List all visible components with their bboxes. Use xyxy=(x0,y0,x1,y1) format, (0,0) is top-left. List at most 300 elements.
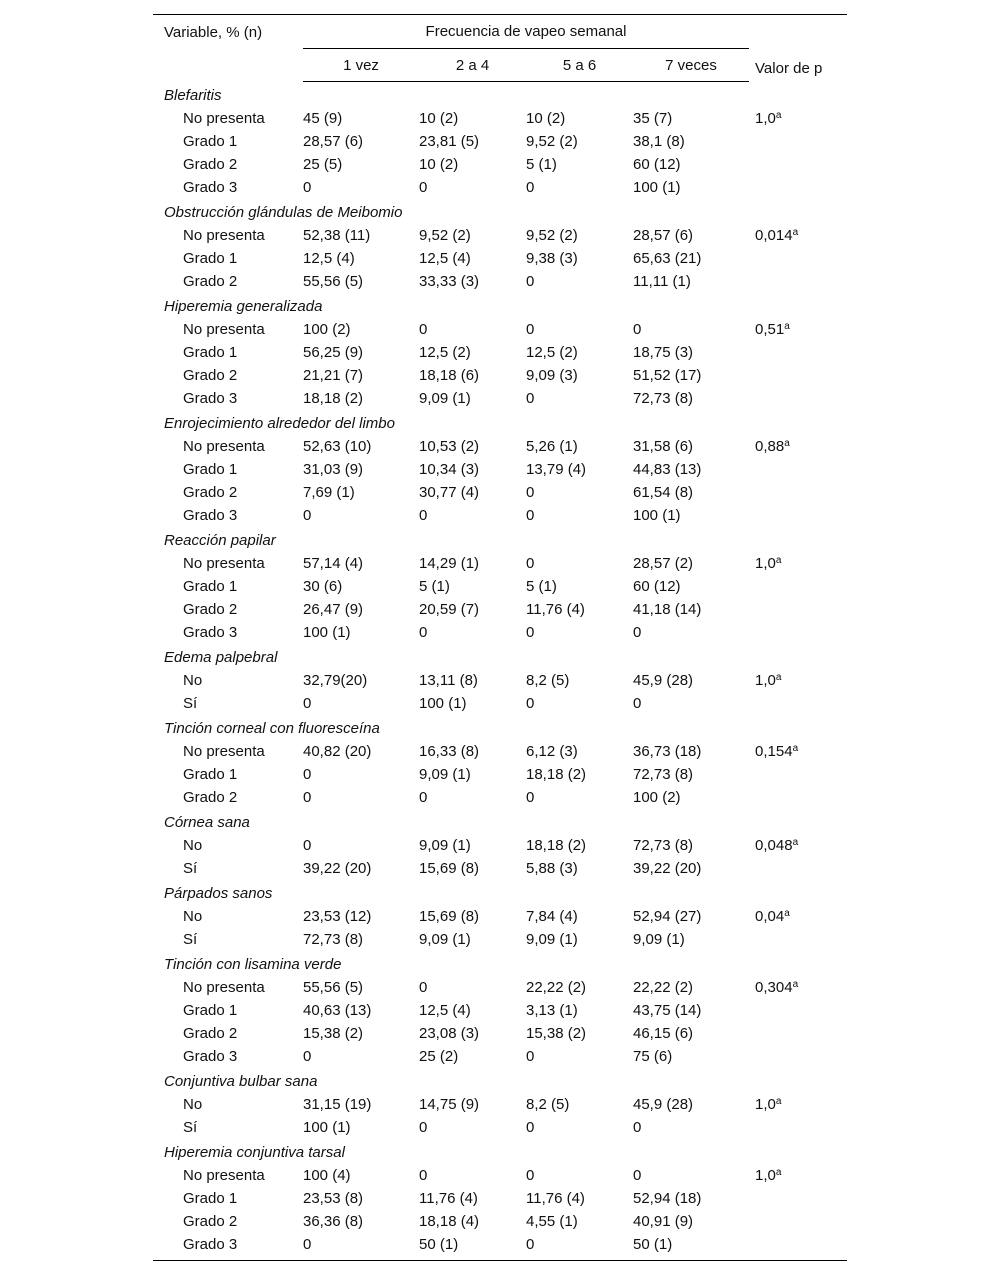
variable-header: Variable, % (n) xyxy=(153,15,303,82)
table-row xyxy=(153,999,847,1022)
table-cell: 0 xyxy=(419,179,428,196)
pvalue-cell xyxy=(749,364,847,387)
table-cell: 36,73 (18) xyxy=(633,743,702,760)
table-cell: 0 xyxy=(526,624,535,641)
table-row xyxy=(153,318,847,341)
table-cell: 50 (1) xyxy=(633,1233,749,1261)
col-header: 5 a 6 xyxy=(526,49,633,82)
pvalue-cell xyxy=(749,692,847,715)
pvalue-cell xyxy=(749,435,847,458)
pvalue-cell xyxy=(749,1022,847,1045)
table-row xyxy=(153,1093,847,1116)
table-cell: 100 (1) xyxy=(633,507,681,524)
table-cell: 45,9 (28) xyxy=(633,672,694,689)
pvalue-cell xyxy=(749,763,847,786)
row-label: Grado 3 xyxy=(183,1048,238,1065)
table-cell: 0 xyxy=(526,1167,535,1184)
table-cell: 23,08 (3) xyxy=(419,1025,480,1042)
table-cell: 72,73 (8) xyxy=(633,837,694,854)
table-cell: 0 xyxy=(303,695,312,712)
table-row xyxy=(153,552,847,575)
footnote-marker: a xyxy=(775,555,782,566)
table-row xyxy=(153,364,847,387)
footnote-marker: a xyxy=(792,743,799,754)
group-row xyxy=(153,199,847,224)
table-cell: 28,57 (6) xyxy=(633,227,694,244)
footnote-marker: a xyxy=(784,908,790,919)
table-cell: 0 xyxy=(526,484,535,501)
table-cell: 0 xyxy=(419,789,428,806)
table-cell: 0 xyxy=(303,1048,312,1065)
row-label: No presenta xyxy=(183,321,265,338)
table-cell: 41,18 (14) xyxy=(633,601,702,618)
pvalue-cell xyxy=(749,1187,847,1210)
pvalue-cell xyxy=(749,270,847,293)
pvalue-cell xyxy=(749,504,847,527)
table-cell: 22,22 (2) xyxy=(526,979,587,996)
table-cell: 23,53 (12) xyxy=(303,908,372,925)
table-cell: 0 xyxy=(633,1167,642,1184)
table-cell: 21,21 (7) xyxy=(303,367,364,384)
row-label: Grado 2 xyxy=(183,601,238,618)
table-cell: 61,54 (8) xyxy=(633,484,694,501)
table-cell: 45,9 (28) xyxy=(633,1096,694,1113)
row-label: Grado 1 xyxy=(183,766,238,783)
table-cell: 31,15 (19) xyxy=(303,1096,372,1113)
table-cell: 0 xyxy=(303,1233,419,1261)
table-cell: 46,15 (6) xyxy=(633,1025,694,1042)
pvalue-cell xyxy=(749,176,847,199)
table-cell: 56,25 (9) xyxy=(303,344,364,361)
table-row xyxy=(153,857,847,880)
footnote-marker: a xyxy=(784,438,790,449)
table-cell: 8,2 (5) xyxy=(526,672,570,689)
table-cell: 75 (6) xyxy=(633,1048,673,1065)
table-cell: 9,09 (1) xyxy=(419,837,471,854)
pvalue-text: 0,304 xyxy=(755,979,793,996)
table-row xyxy=(153,1164,847,1187)
table-row xyxy=(153,481,847,504)
group-title: Conjuntiva bulbar sana xyxy=(164,1073,318,1090)
table-cell: 14,75 (9) xyxy=(419,1096,480,1113)
pvalue-cell xyxy=(749,575,847,598)
table-cell: 0 xyxy=(419,321,428,338)
table-cell: 30,77 (4) xyxy=(419,484,480,501)
pvalue-text: 0,154 xyxy=(755,743,793,760)
group-title: Obstrucción glándulas de Meibomio xyxy=(164,204,403,221)
row-label: Grado 1 xyxy=(183,133,238,150)
table-row xyxy=(153,621,847,644)
table-row xyxy=(153,740,847,763)
table-cell: 44,83 (13) xyxy=(633,461,702,478)
group-title: Hiperemia generalizada xyxy=(164,298,323,315)
table-cell: 15,69 (8) xyxy=(419,908,480,925)
pvalue-cell xyxy=(749,1093,847,1116)
footnote-marker: a xyxy=(792,227,799,238)
table-cell: 72,73 (8) xyxy=(633,766,694,783)
table-cell: 100 (1) xyxy=(419,695,467,712)
group-title: Reacción papilar xyxy=(164,532,276,549)
row-label: Grado 3 xyxy=(183,390,238,407)
group-title: Enrojecimiento alrededor del limbo xyxy=(164,415,395,432)
pvalue-cell xyxy=(749,552,847,575)
table-cell: 0 xyxy=(419,1167,428,1184)
table-cell: 0 xyxy=(526,507,535,524)
table-row xyxy=(153,504,847,527)
table-cell: 100 (1) xyxy=(303,624,351,641)
pvalue-cell xyxy=(749,107,847,130)
table-cell: 55,56 (5) xyxy=(303,979,364,996)
group-title: Hiperemia conjuntiva tarsal xyxy=(164,1144,345,1161)
group-title: Párpados sanos xyxy=(164,885,273,902)
group-row xyxy=(153,82,847,108)
table-cell: 0 xyxy=(526,695,535,712)
table-cell: 23,53 (8) xyxy=(303,1190,364,1207)
row-label: Sí xyxy=(183,695,198,712)
row-label: No presenta xyxy=(183,979,265,996)
table-cell: 0 xyxy=(303,837,312,854)
pvalue-cell xyxy=(749,1116,847,1139)
table-row xyxy=(153,598,847,621)
pvalue-header: Valor de p xyxy=(749,15,847,82)
table-row xyxy=(153,692,847,715)
table-cell: 32,79(20) xyxy=(303,672,368,689)
group-title: Blefaritis xyxy=(164,87,222,104)
table-row xyxy=(153,153,847,176)
table-cell: 11,76 (4) xyxy=(419,1190,478,1207)
table-cell: 36,36 (8) xyxy=(303,1213,364,1230)
group-row xyxy=(153,527,847,552)
table-cell: 18,18 (2) xyxy=(303,390,364,407)
group-row xyxy=(153,293,847,318)
table-row xyxy=(153,786,847,809)
pvalue-cell xyxy=(749,247,847,270)
table-cell: 25 (5) xyxy=(303,156,343,173)
table-row xyxy=(153,341,847,364)
table-cell: 31,03 (9) xyxy=(303,461,364,478)
table-cell: 52,94 (27) xyxy=(633,908,702,925)
pvalue-cell xyxy=(749,130,847,153)
table-cell: 5 (1) xyxy=(526,156,557,173)
table-cell: 18,18 (6) xyxy=(419,367,480,384)
table-row xyxy=(153,176,847,199)
table-cell: 35 (7) xyxy=(633,110,673,127)
table-cell: 11,76 (4) xyxy=(526,601,585,618)
row-label: No xyxy=(183,672,203,689)
table-cell: 39,22 (20) xyxy=(633,860,702,877)
table-cell: 9,09 (1) xyxy=(526,931,578,948)
table-cell: 0 xyxy=(303,789,312,806)
table-cell: 0 xyxy=(633,321,642,338)
col-header: 7 veces xyxy=(633,49,749,82)
row-label: Grado 2 xyxy=(183,1025,238,1042)
table-cell: 5,88 (3) xyxy=(526,860,578,877)
frequency-header xyxy=(303,15,749,49)
table-cell: 0 xyxy=(526,1233,633,1261)
table-cell: 0 xyxy=(633,695,642,712)
table-cell: 0 xyxy=(526,789,535,806)
group-row xyxy=(153,1068,847,1093)
table-cell: 38,1 (8) xyxy=(633,133,685,150)
group-row xyxy=(153,410,847,435)
table-cell: 6,12 (3) xyxy=(526,743,578,760)
pvalue-cell xyxy=(749,341,847,364)
footnote-marker: a xyxy=(775,1096,782,1107)
table-row xyxy=(153,575,847,598)
table-cell: 0 xyxy=(526,1119,535,1136)
table-cell: 4,55 (1) xyxy=(526,1213,578,1230)
table-cell: 65,63 (21) xyxy=(633,250,702,267)
table-cell: 13,11 (8) xyxy=(419,672,478,689)
table-cell: 8,2 (5) xyxy=(526,1096,570,1113)
table-row xyxy=(153,107,847,130)
table-cell: 9,09 (1) xyxy=(633,931,685,948)
table-cell: 0 xyxy=(419,979,428,996)
table-cell: 26,47 (9) xyxy=(303,601,364,618)
table-body xyxy=(153,82,847,1261)
table-cell: 0 xyxy=(526,321,535,338)
table-cell: 22,22 (2) xyxy=(633,979,694,996)
pvalue-cell xyxy=(749,669,847,692)
table-cell: 100 (2) xyxy=(633,789,681,806)
table-cell: 10 (2) xyxy=(419,110,459,127)
row-label: Grado 1 xyxy=(183,1002,238,1019)
table-cell: 12,5 (4) xyxy=(419,250,471,267)
pvalue-cell xyxy=(749,976,847,999)
pvalue-cell xyxy=(749,153,847,176)
col-header: 2 a 4 xyxy=(419,49,526,82)
table-row xyxy=(153,435,847,458)
table-cell: 0 xyxy=(526,555,535,572)
table-row xyxy=(153,976,847,999)
table-cell: 28,57 (2) xyxy=(633,555,694,572)
table-row xyxy=(153,1210,847,1233)
table-row xyxy=(153,928,847,951)
footnote-marker: a xyxy=(775,672,782,683)
table-cell: 14,29 (1) xyxy=(419,555,480,572)
table-row xyxy=(153,669,847,692)
table-cell: 100 (2) xyxy=(303,321,351,338)
table-cell: 0 xyxy=(526,273,535,290)
table-cell: 30 (6) xyxy=(303,578,343,595)
table-cell: 52,63 (10) xyxy=(303,438,372,455)
row-label: No xyxy=(183,908,203,925)
row-label: No presenta xyxy=(183,1167,265,1184)
table-cell: 0 xyxy=(633,624,642,641)
pvalue-cell xyxy=(749,598,847,621)
table-container xyxy=(153,14,847,1261)
table-cell: 72,73 (8) xyxy=(633,390,694,407)
pvalue-cell xyxy=(749,1233,847,1261)
pvalue-cell xyxy=(749,224,847,247)
pvalue-cell xyxy=(749,318,847,341)
table-cell: 18,18 (2) xyxy=(526,837,587,854)
table-cell: 11,11 (1) xyxy=(633,273,691,290)
table-cell: 10 (2) xyxy=(419,156,459,173)
row-label: Sí xyxy=(183,931,198,948)
pvalue-cell xyxy=(749,1045,847,1068)
table-cell: 10,53 (2) xyxy=(419,438,480,455)
table-cell: 0 xyxy=(303,507,312,524)
pvalue-cell xyxy=(749,621,847,644)
pvalue-cell xyxy=(749,481,847,504)
row-label: Sí xyxy=(183,1119,198,1136)
table-cell: 52,38 (11) xyxy=(303,227,371,244)
table-cell: 55,56 (5) xyxy=(303,273,364,290)
row-label: Grado 2 xyxy=(183,367,238,384)
table-cell: 0 xyxy=(303,179,312,196)
table-cell: 50 (1) xyxy=(419,1233,526,1261)
table-cell: 12,5 (4) xyxy=(303,250,355,267)
table-cell: 60 (12) xyxy=(633,578,681,595)
group-row xyxy=(153,809,847,834)
table-cell: 0 xyxy=(419,1119,428,1136)
table-cell: 10,34 (3) xyxy=(419,461,480,478)
table-cell: 45 (9) xyxy=(303,110,343,127)
row-label: Grado 3 xyxy=(183,179,238,196)
table-cell: 51,52 (17) xyxy=(633,367,702,384)
pvalue-text: 0,04 xyxy=(755,908,785,925)
pvalue-cell xyxy=(749,905,847,928)
table-row xyxy=(153,247,847,270)
table-cell: 18,75 (3) xyxy=(633,344,694,361)
table-cell: 100 (4) xyxy=(303,1167,351,1184)
pvalue-text: 0,014 xyxy=(755,227,793,244)
row-label: Grado 1 xyxy=(183,250,238,267)
pvalue-text: 1,0 xyxy=(755,1096,776,1113)
table-cell: 9,52 (2) xyxy=(419,227,471,244)
results-table xyxy=(153,14,847,1261)
row-label: Grado 1 xyxy=(183,1190,238,1207)
table-cell: 9,52 (2) xyxy=(526,227,578,244)
pvalue-cell xyxy=(749,834,847,857)
table-cell: 3,13 (1) xyxy=(526,1002,578,1019)
table-cell: 100 (1) xyxy=(633,179,681,196)
table-cell: 20,59 (7) xyxy=(419,601,480,618)
table-row xyxy=(153,763,847,786)
pvalue-cell xyxy=(749,1164,847,1187)
row-label: No presenta xyxy=(183,110,265,127)
table-cell: 52,94 (18) xyxy=(633,1190,702,1207)
row-label: No presenta xyxy=(183,743,265,760)
table-row xyxy=(153,905,847,928)
col-header: 1 vez xyxy=(303,49,419,82)
table-cell: 25 (2) xyxy=(419,1048,459,1065)
table-cell: 11,76 (4) xyxy=(526,1190,585,1207)
table-cell: 72,73 (8) xyxy=(303,931,364,948)
pvalue-cell xyxy=(749,857,847,880)
group-title: Córnea sana xyxy=(164,814,250,831)
table-cell: 18,18 (4) xyxy=(419,1213,480,1230)
row-label: No xyxy=(183,837,203,854)
table-row xyxy=(153,1045,847,1068)
table-cell: 16,33 (8) xyxy=(419,743,480,760)
group-row xyxy=(153,1139,847,1164)
table-cell: 9,09 (1) xyxy=(419,766,471,783)
table-cell: 12,5 (4) xyxy=(419,1002,471,1019)
table-cell: 5 (1) xyxy=(419,578,450,595)
group-title: Tinción con lisamina verde xyxy=(164,956,342,973)
table-row xyxy=(153,224,847,247)
pvalue-cell xyxy=(749,1210,847,1233)
table-cell: 31,58 (6) xyxy=(633,438,694,455)
table-row xyxy=(153,834,847,857)
table-cell: 100 (1) xyxy=(303,1119,351,1136)
table-cell: 9,52 (2) xyxy=(526,133,578,150)
table-cell: 23,81 (5) xyxy=(419,133,480,150)
table-header xyxy=(153,15,847,82)
table-cell: 39,22 (20) xyxy=(303,860,372,877)
footnote-marker: a xyxy=(792,979,799,990)
table-cell: 9,09 (1) xyxy=(419,390,471,407)
pvalue-text: 1,0 xyxy=(755,1167,776,1184)
group-row xyxy=(153,951,847,976)
pvalue-text: 0,51 xyxy=(755,321,785,338)
pvalue-cell xyxy=(749,458,847,481)
group-title: Tinción corneal con fluoresceína xyxy=(164,720,380,737)
row-label: Grado 1 xyxy=(183,578,238,595)
row-label: Grado 1 xyxy=(183,461,238,478)
pvalue-cell xyxy=(749,740,847,763)
table-cell: 9,09 (3) xyxy=(526,367,578,384)
table-cell: 12,5 (2) xyxy=(526,344,578,361)
row-label: Grado 2 xyxy=(183,156,238,173)
table-cell: 7,84 (4) xyxy=(526,908,578,925)
row-label: Grado 3 xyxy=(153,1233,303,1261)
table-row xyxy=(153,1022,847,1045)
row-label: Grado 2 xyxy=(183,484,238,501)
group-row xyxy=(153,644,847,669)
table-row xyxy=(153,1116,847,1139)
table-cell: 5 (1) xyxy=(526,578,557,595)
pvalue-cell xyxy=(749,387,847,410)
table-cell: 13,79 (4) xyxy=(526,461,587,478)
table-cell: 9,09 (1) xyxy=(419,931,471,948)
table-cell: 40,63 (13) xyxy=(303,1002,372,1019)
table-cell: 40,91 (9) xyxy=(633,1213,694,1230)
table-row xyxy=(153,130,847,153)
table-cell: 0 xyxy=(633,1119,642,1136)
row-label: Grado 2 xyxy=(183,789,238,806)
table-cell: 0 xyxy=(303,766,312,783)
footnote-marker: a xyxy=(775,1167,782,1178)
footnote-marker: a xyxy=(775,110,782,121)
table-cell: 15,69 (8) xyxy=(419,860,480,877)
table-cell: 18,18 (2) xyxy=(526,766,587,783)
group-title: Edema palpebral xyxy=(164,649,278,666)
table-cell: 33,33 (3) xyxy=(419,273,480,290)
table-cell: 40,82 (20) xyxy=(303,743,372,760)
table-cell: 15,38 (2) xyxy=(526,1025,587,1042)
table-cell: 12,5 (2) xyxy=(419,344,471,361)
row-label: Grado 2 xyxy=(183,1213,238,1230)
row-label: Grado 1 xyxy=(183,344,238,361)
row-label: No presenta xyxy=(183,438,265,455)
pvalue-text: 0,88 xyxy=(755,438,785,455)
row-label: Grado 3 xyxy=(183,624,238,641)
table-cell: 57,14 (4) xyxy=(303,555,364,572)
table-cell: 15,38 (2) xyxy=(303,1025,364,1042)
row-label: No presenta xyxy=(183,555,265,572)
table-cell: 7,69 (1) xyxy=(303,484,355,501)
table-cell: 10 (2) xyxy=(526,110,566,127)
table-cell: 0 xyxy=(526,1048,535,1065)
table-cell: 43,75 (14) xyxy=(633,1002,702,1019)
table-row xyxy=(153,270,847,293)
table-row xyxy=(153,387,847,410)
pvalue-cell xyxy=(749,999,847,1022)
table-cell: 9,38 (3) xyxy=(526,250,578,267)
